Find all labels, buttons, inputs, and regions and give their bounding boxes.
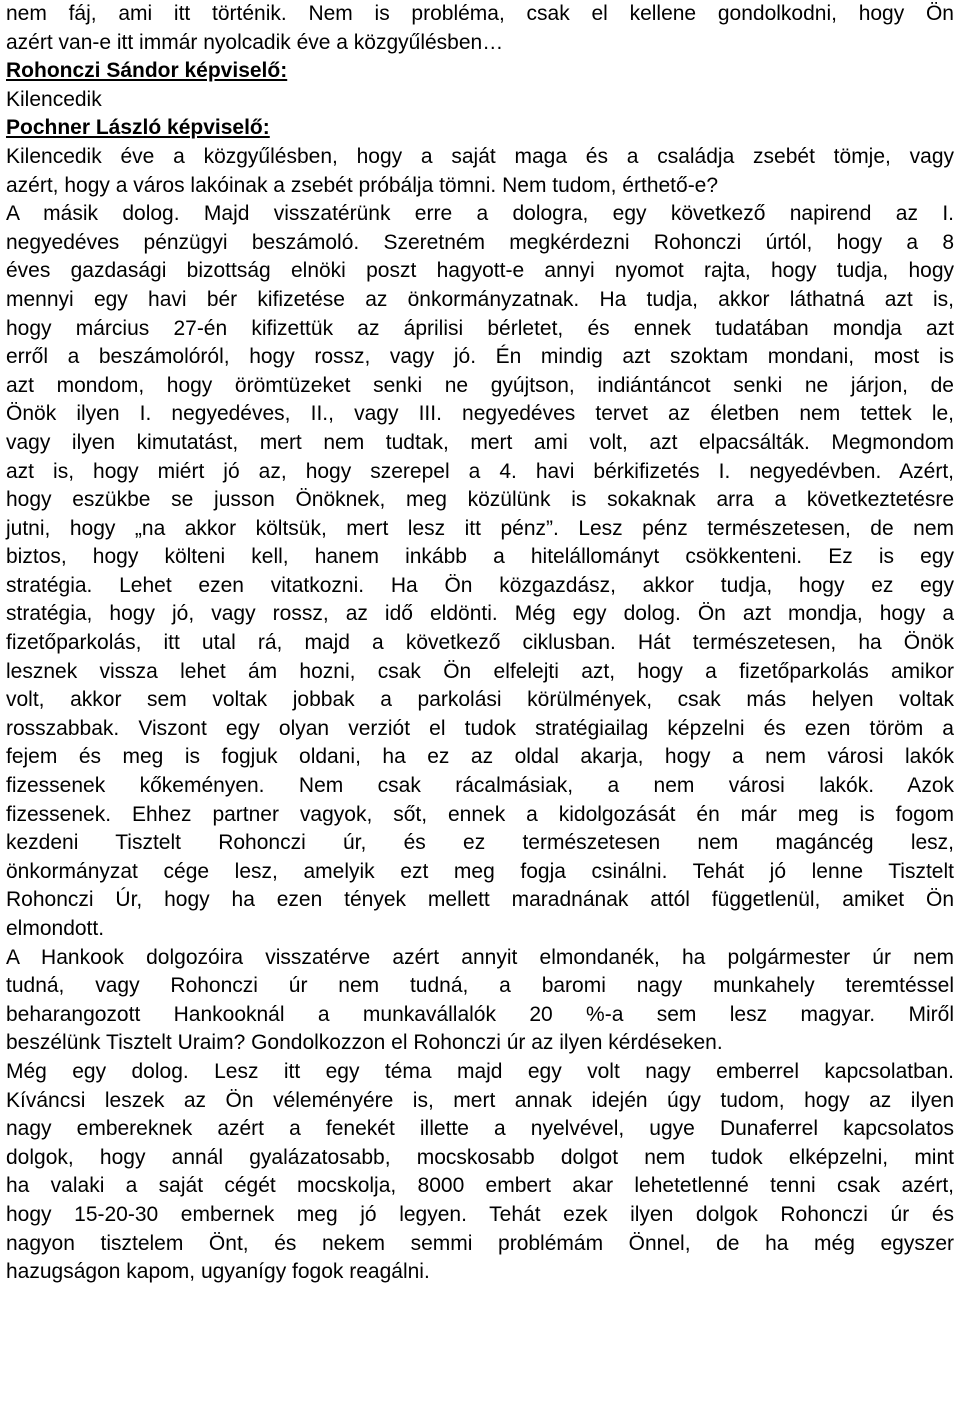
text-line: stratégia, hogy jó, vagy rossz, az idő eldönti. Még egy dolog. Ön azt mondja, hogy a [6,602,954,626]
text-line: negyedéves pénzügyi beszámoló. Szeretném megkérdezni Rohonczi úrtól, hogy a 8 [6,230,954,254]
speaker-heading [6,114,954,143]
text-line: azért van-e itt immár nyolcadik éve a közgyűlésben… [6,30,504,54]
text-line: A másik dolog. Majd visszatérünk erre a dologra, egy következő napirend az I. [6,202,954,226]
text-line: biztos, hogy költeni kell, hanem inkább a hitelállományt csökkenteni. Ez is egy [6,545,954,569]
text-line: lesznek vissza lehet ám hozni, csak Ön elfelejti azt, hogy a fizetőparkolás amikor [6,659,954,683]
text-line: nem fáj, ami itt történik. Nem is probléma, csak el kellene gondolkodni, hogy Ön [6,2,954,25]
text-line: hogy eszükbe se jusson Önöknek, meg közülünk is sokaknak arra a következtetésre [6,488,954,512]
text-line: tudná, vagy Rohonczi úr nem tudná, a baromi nagy munkahely teremtéssel [6,974,954,998]
text-paragraph [6,143,954,1287]
text-line: volt, akkor sem voltak jobbak a parkolási körülmények, csak más helyen voltak [6,688,954,712]
speaker-name: Pochner László képviselő: [6,116,270,140]
text-line: beszélünk Tisztelt Uraim? Gondolkozzon el Rohonczi úr az ilyen kérdéseken. [6,1031,723,1055]
text-line: ha valaki a saját cégét mocskolja, 8000 embert akar lehetetlenné tenni csak azért, [6,1174,954,1198]
text-line: dolgok, hogy annál gyalázatosabb, mocskosabb dolgot nem tudok elképzelni, mint [6,1145,954,1169]
text-line: azt mondom, hogy örömtüzeket senki ne gyújtson, indiántáncot senki ne járjon, de [6,373,954,397]
text-line: Kíváncsi leszek az Ön véleményére is, mert annak idején úgy tudom, hogy az ilyen [6,1088,954,1112]
text-line: jutni, hogy „na akkor költsük, mert lesz itt pénz”. Lesz pénz természetesen, de nem [6,516,954,540]
speaker-name: Rohonczi Sándor képviselő: [6,59,288,83]
text-line: azért, hogy a város lakóinak a zsebét próbálja tömni. Nem tudom, érthető-e? [6,173,719,197]
text-paragraph [6,86,954,115]
text-line: vagy ilyen kimutatást, mert nem tudtak, mert ami volt, azt elpacsálták. Megmondom [6,430,954,454]
text-line: fejem és meg is fogjuk oldani, ha ez az oldal akarja, hogy a nem városi lakók [6,745,954,769]
text-line: beharangozott Hankooknál a munkavállalók 20 %-a sem lesz magyar. Miről [6,1002,954,1026]
text-paragraph [6,0,954,57]
text-line: nagy embereknek azért a fenekét illette a nyelvével, ugye Dunaferrel kapcsolatos [6,1117,954,1141]
text-line: Önök ilyen I. negyedéves, II., vagy III. negyedéves tervet az életben nem tettek le, [6,402,954,426]
text-line: fizetőparkolás, itt utal rá, majd a következő ciklusban. Hát természetesen, ha Önök [6,631,954,655]
text-line: stratégia. Lehet ezen vitatkozni. Ha Ön közgazdász, akkor tudja, hogy ez egy [6,573,954,597]
text-line: Kilencedik éve a közgyűlésben, hogy a saját maga és a családja zsebét tömje, vagy [6,144,954,168]
text-line: azt is, hogy miért jó az, hogy szerepel a 4. havi bérkifizetés I. negyedévben. Azért, [6,459,954,483]
text-line: hogy 15-20-30 embernek meg jó legyen. Tehát ezek ilyen dolgok Rohonczi úr és [6,1202,954,1226]
text-line: Kilencedik [6,87,102,111]
text-line: rosszabbak. Viszont egy olyan verziót el tudok stratégiailag képzelni és ezen töröm a [6,716,954,740]
text-line: éves gazdasági bizottság elnöki poszt hagyott-e annyi nyomot rajta, hogy tudja, hogy [6,259,954,283]
text-line: önkormányzat cége lesz, amelyik ezt meg fogja csinálni. Tehát jó lenne Tisztelt [6,859,954,883]
text-line: A Hankook dolgozóira visszatérve azért annyit elmondanék, ha polgármester úr nem [6,945,954,969]
text-line: hazugságon kapom, ugyanígy fogok reagálni. [6,1260,430,1284]
document-page [6,0,954,1287]
speaker-heading [6,57,954,86]
text-line: mennyi egy havi bér kifizetése az önkormányzatnak. Ha tudja, akkor láthatná azt is, [6,287,954,311]
text-line: nagyon tisztelem Önt, és nekem semmi problémám Önnel, de ha még egyszer [6,1231,954,1255]
text-line: Még egy dolog. Lesz itt egy téma majd egy volt nagy emberrel kapcsolatban. [6,1059,954,1083]
text-line: fizessenek. Ehhez partner vagyok, sőt, ennek a kidolgozását én már meg is fogom [6,802,954,826]
text-line: hogy március 27-én kifizettük az áprilisi bérletet, és ennek tudatában mondja azt [6,316,954,340]
text-line: elmondott. [6,917,105,940]
text-line: fizessenek kőkeményen. Nem csak rácalmásiak, a nem városi lakók. Azok [6,774,954,798]
text-line: Rohonczi Úr, hogy ha ezen tények mellett maradnának attól függetlenül, amiket Ön [6,888,954,912]
text-line: erről a beszámolóról, hogy rossz, vagy jó. Én mindig azt szoktam mondani, most is [6,345,954,369]
text-line: kezdeni Tisztelt Rohonczi úr, és ez természetesen nem magáncég lesz, [6,831,954,855]
